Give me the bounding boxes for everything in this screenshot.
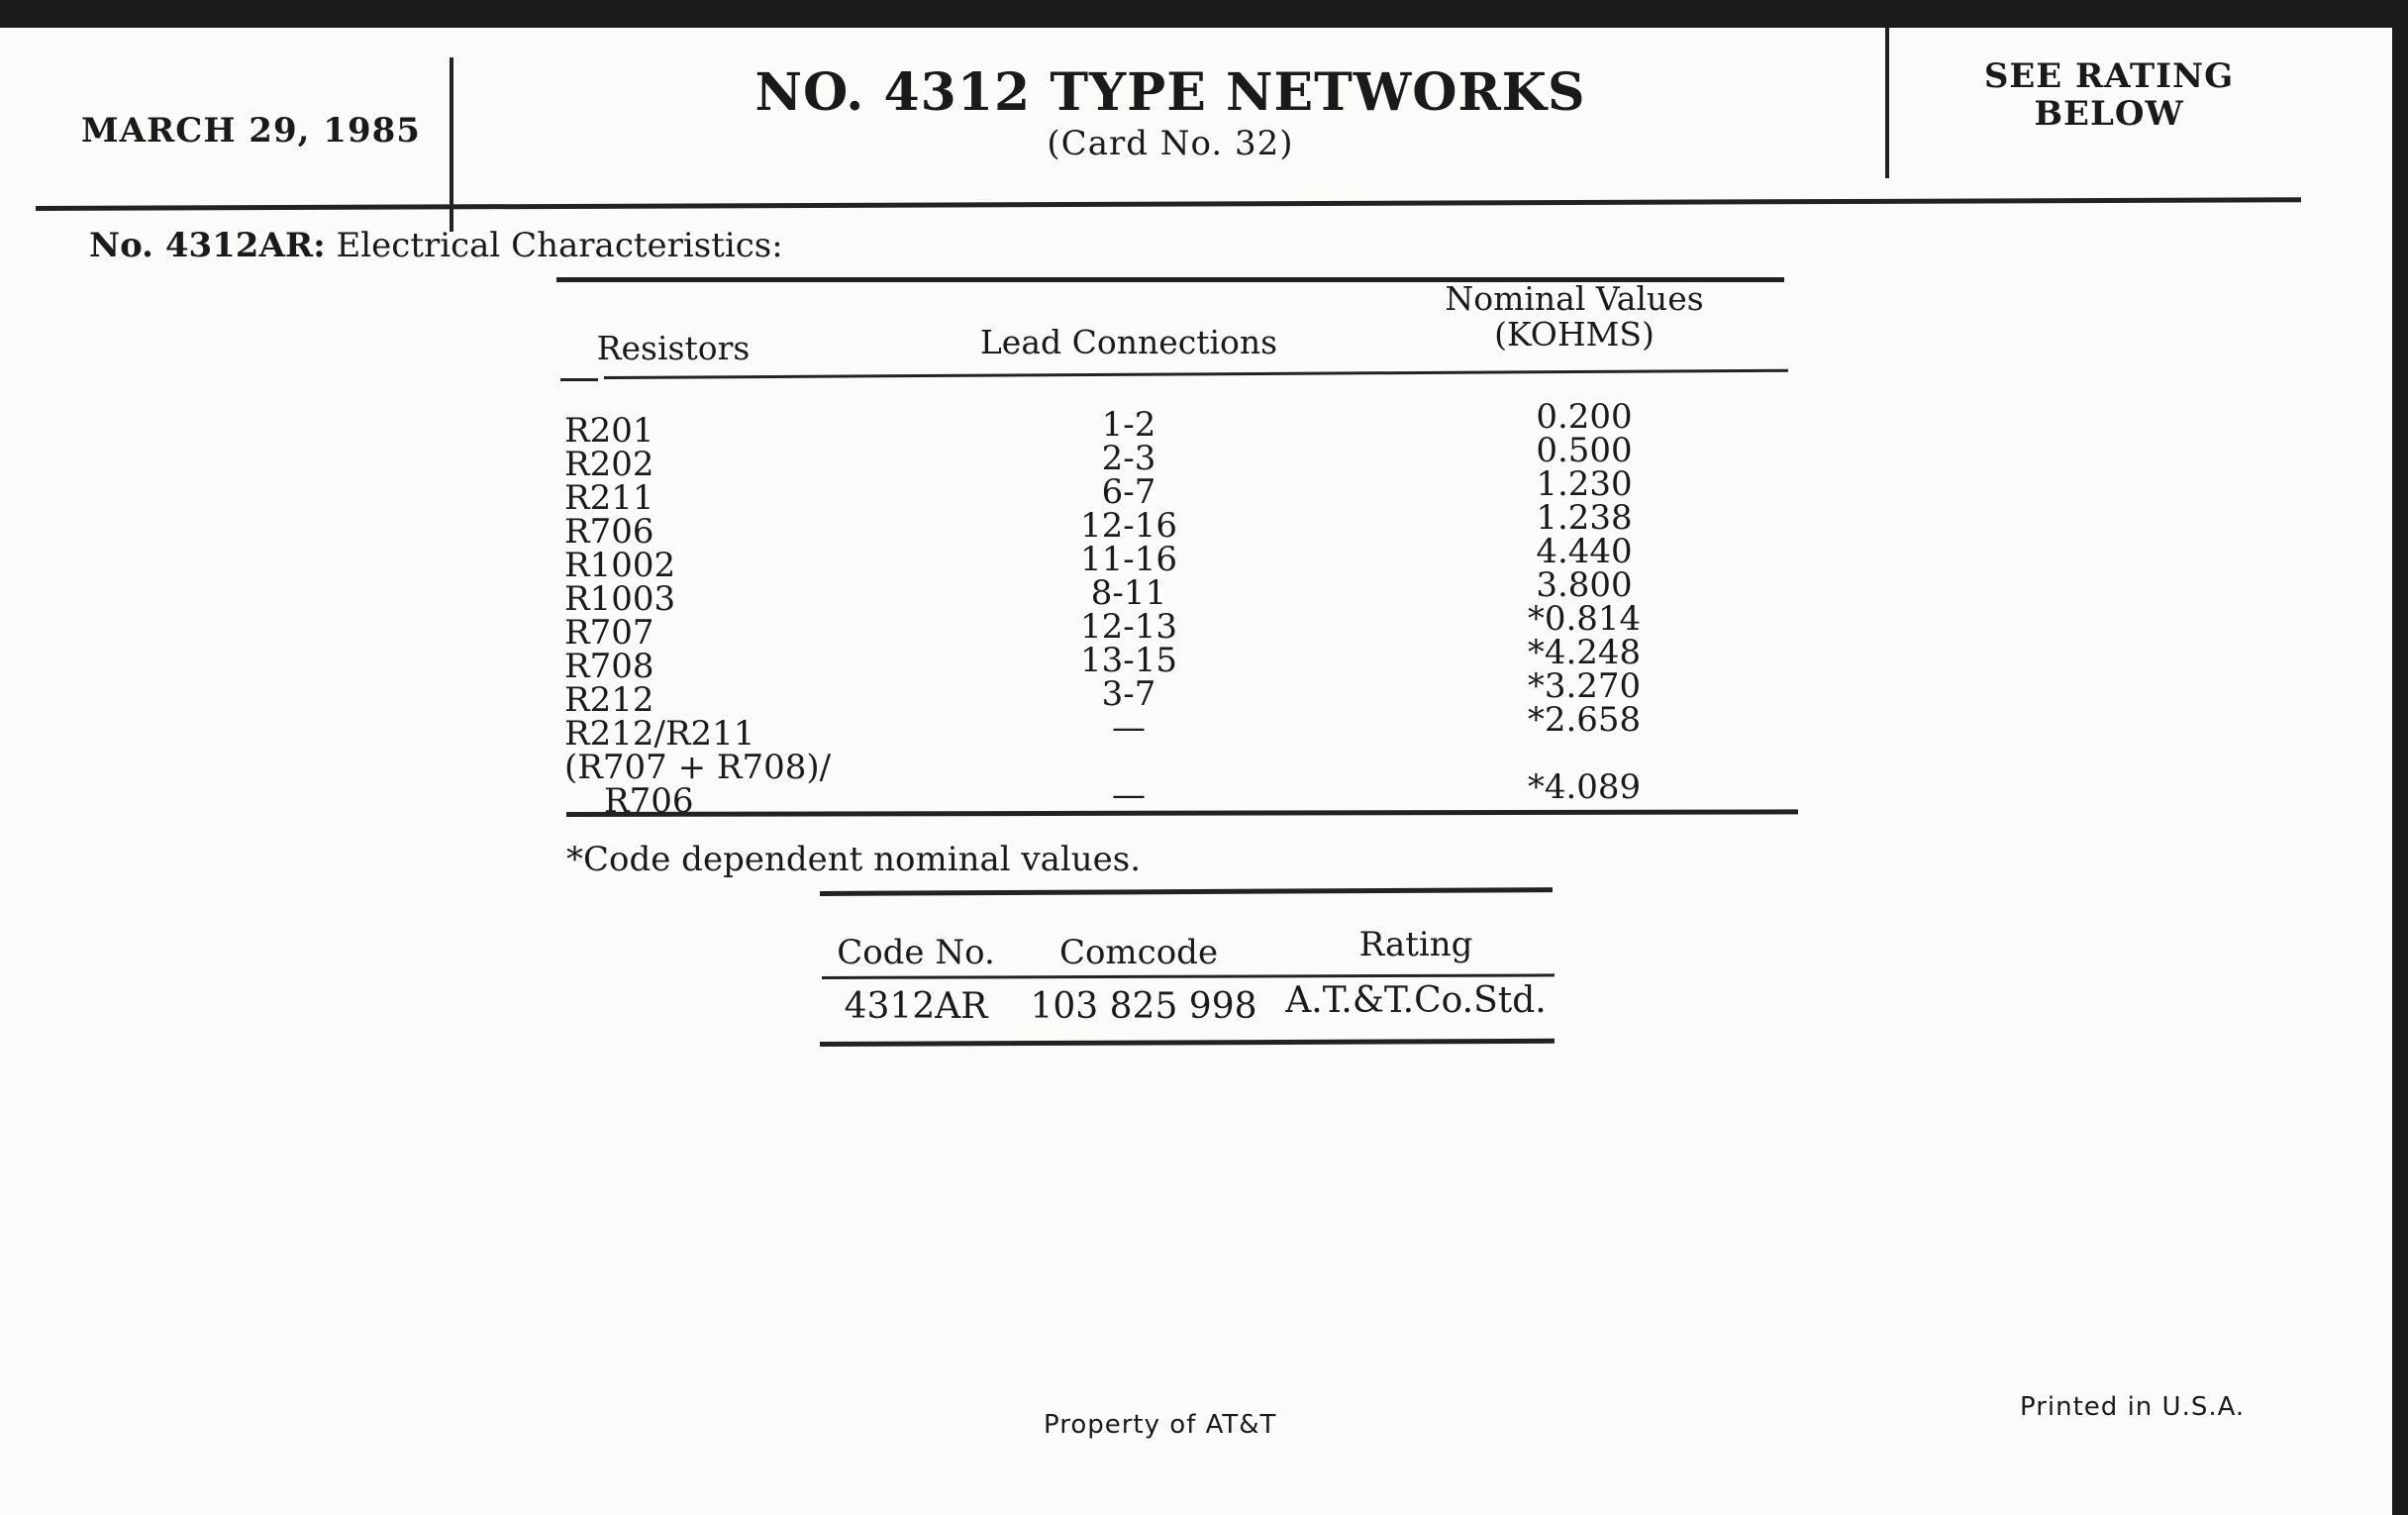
code-table-top-rule (820, 887, 1553, 896)
code-no-cell: 4312AR (844, 986, 988, 1027)
lead-cell: 2-3 (1101, 439, 1156, 478)
lead-cell (990, 745, 1267, 778)
nominal-cell: 0.500 (1536, 431, 1633, 470)
card-number: (Card No. 32) (1047, 124, 1294, 163)
card-date: MARCH 29, 1985 (81, 111, 421, 151)
code-table-bottom-rule (820, 1039, 1555, 1047)
index-card (0, 28, 2392, 1515)
table-footnote: *Code dependent nominal values. (566, 840, 1142, 879)
resistors-column (564, 411, 832, 821)
header-nominal-values (1386, 281, 1762, 353)
header-comcode: Comcode (1058, 933, 1219, 972)
section-heading-text: Electrical Characteristics: (336, 226, 783, 265)
nominal-cell: *0.814 (1527, 599, 1642, 639)
resistor-cell: R212 (564, 680, 654, 720)
nominal-cell (1446, 737, 1723, 770)
footer-printed: Printed in U.S.A. (2020, 1392, 2246, 1422)
lead-cell: 1-2 (1101, 405, 1156, 445)
lead-cell: 13-15 (1079, 641, 1177, 680)
header-lead-connections: Lead Connections (979, 323, 1278, 361)
lead-cell: 12-13 (1079, 607, 1177, 647)
header-underline-resistors (560, 378, 598, 381)
resistor-cell: R212/R211 (564, 714, 755, 754)
header-underline (604, 369, 1788, 379)
nominal-values-column (1446, 397, 1723, 807)
nominal-cell: 3.800 (1536, 565, 1633, 605)
resistor-cell: R706 (564, 512, 654, 552)
section-heading (89, 226, 783, 265)
nominal-cell: *4.248 (1527, 633, 1642, 672)
rating-cell: A.T.&T.Co.Std. (1285, 980, 1547, 1021)
lead-cell: — (1112, 775, 1146, 815)
resistor-cell: R1003 (564, 579, 676, 619)
lead-cell: 11-16 (1079, 540, 1177, 579)
resistor-cell: R1002 (564, 546, 676, 585)
lead-cell: 3-7 (1101, 674, 1156, 714)
nominal-cell: 4.440 (1536, 532, 1633, 571)
resistor-cell: R707 (564, 613, 654, 653)
section-code: No. 4312AR: (89, 226, 326, 265)
card-title: NO. 4312 TYPE NETWORKS (754, 62, 1586, 123)
lead-cell: — (1112, 708, 1146, 748)
rating-note-line1: SEE RATING (1983, 56, 2235, 96)
code-table-header-rule (822, 973, 1555, 979)
nominal-cell: 1.230 (1536, 464, 1633, 504)
footer-property: Property of AT&T (1044, 1410, 1277, 1440)
nominal-cell: *3.270 (1527, 666, 1642, 706)
resistor-cell: R706 (604, 781, 694, 821)
header-resistors: Resistors (596, 329, 751, 367)
header-rule (36, 197, 2301, 211)
resistor-cell: (R707 + R708)/ (564, 748, 832, 787)
header-divider-right (1885, 28, 1889, 178)
lead-cell: 12-16 (1079, 506, 1177, 546)
nominal-cell: *4.089 (1527, 767, 1642, 807)
header-nominal-line1: Nominal Values (1445, 279, 1704, 318)
resistor-cell: R201 (564, 411, 654, 451)
lead-cell: 6-7 (1101, 472, 1156, 512)
header-rating: Rating (1358, 925, 1473, 964)
rating-note-line2: BELOW (2034, 94, 2184, 134)
lead-cell: 8-11 (1090, 573, 1167, 613)
resistor-cell: R211 (564, 478, 654, 518)
nominal-cell: *2.658 (1527, 700, 1642, 740)
header-code-no: Code No. (837, 933, 995, 972)
rating-note (1921, 57, 2297, 133)
comcode-cell: 103 825 998 (1030, 986, 1257, 1027)
resistor-cell: R708 (564, 647, 654, 686)
header-nominal-line2: (KOHMS) (1494, 315, 1655, 354)
lead-connections-column (990, 405, 1267, 815)
nominal-cell: 0.200 (1536, 397, 1633, 437)
resistor-cell: R202 (564, 445, 654, 484)
card-title-block (455, 63, 1885, 164)
nominal-cell: 1.238 (1536, 498, 1633, 538)
